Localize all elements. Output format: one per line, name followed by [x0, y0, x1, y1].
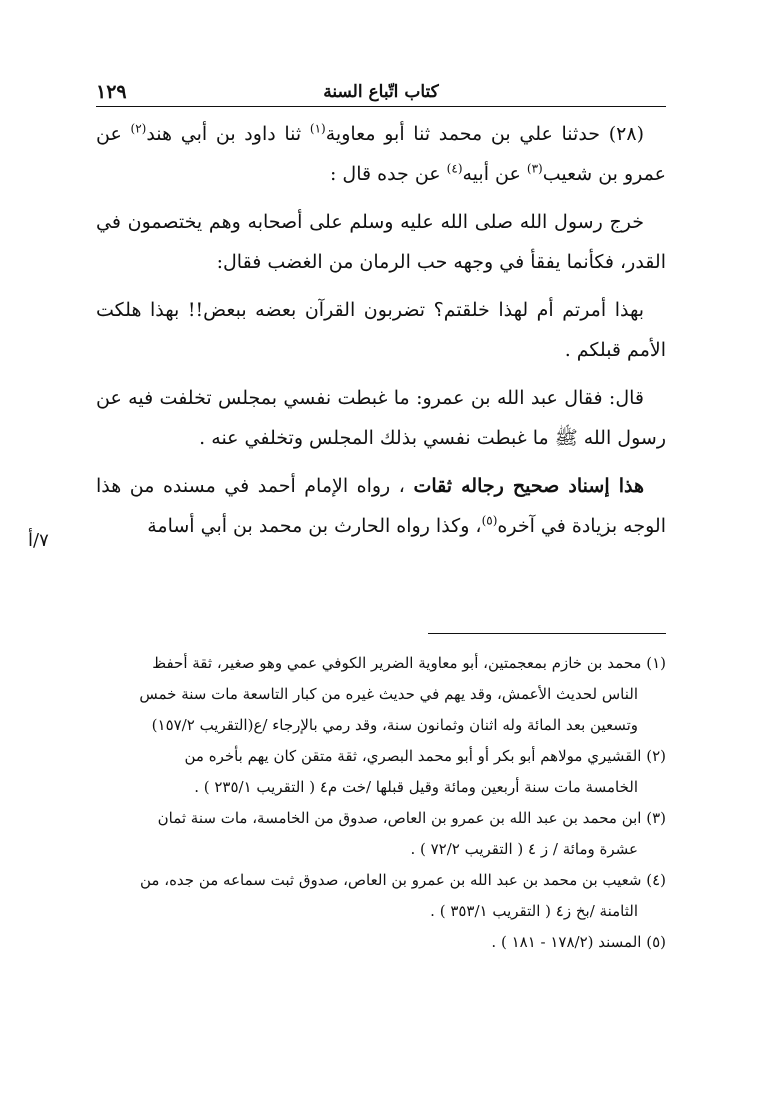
footnote-ref-1: (١): [309, 121, 326, 136]
footnote-2-line: الخامسة مات سنة أربعين ومائة وقيل قبلها /خت م٤ ( التقريب ٢٣٥/١ ) .: [194, 778, 638, 796]
footnote-4-line: الثامنة /بخ ز٤ ( التقريب ٣٥٣/١ ) .: [430, 902, 638, 920]
narrator-statement-paragraph: قال: فقال عبد الله بن عمرو: ما غبطت نفسي بمجلس تخلفت فيه عن رسول الله ﷺ ما غبطت نفسي بذلك المجلس وتخلفي عنه .: [96, 387, 666, 449]
running-title: كتاب اتّباع السنة: [323, 82, 439, 102]
footnote-1-line: الناس لحديث الأعمش، وقد يهم في حديث غيره من كبار التاسعة مات سنة خمس: [139, 685, 638, 703]
grading-text: ، وكذا رواه الحارث بن محمد بن أبي أسامة: [147, 515, 482, 537]
hadith-quote-paragraph: بهذا أمرتم أم لهذا خلقتم؟ تضربون القرآن بعضه ببعض!! بهذا هلكت الأمم قبلكم .: [96, 299, 666, 361]
main-text: [96, 114, 666, 554]
isnad-part: عن جده قال :: [329, 163, 447, 185]
footnote-ref-3: (٣): [526, 161, 543, 176]
footnote-5-line: (٥) المسند (١٧٨/٢ - ١٨١ ) .: [491, 933, 666, 951]
footnote-1-line: وتسعين بعد المائة وله اثنان وثمانون سنة، وقد رمي بالإرجاء /ع(التقريب ١٥٧/٢): [151, 716, 638, 734]
page-number: ١٢٩: [96, 81, 127, 103]
hadith-matn-paragraph: خرج رسول الله صلى الله عليه وسلم على أصحابه وهم يختصمون في القدر، فكأنما يفقأ في وجهه حب الرمان من الغضب فقال:: [96, 211, 666, 273]
footnote-ref-2: (٢): [130, 121, 147, 136]
footnote-ref-4: (٤): [446, 161, 463, 176]
isnad-part: عن أبيه: [462, 163, 527, 185]
grading-text: ، رواه الإمام أحمد في مسنده من هذا الوجه بزيادة في آخره: [96, 475, 666, 537]
footnote-2-line: (٢) القشيري مولاهم أبو بكر أو أبو محمد البصري، ثقة متقن كان يهم بأخره من: [184, 747, 666, 765]
page-header: [96, 80, 666, 107]
grading-paragraph: [96, 466, 666, 546]
isnad-part: (٢٨) حدثنا علي بن محمد ثنا أبو معاوية: [325, 123, 645, 145]
isnad-part: ثنا داود بن أبي هند: [146, 123, 310, 145]
isnad-part: عن عمرو بن شعيب: [96, 123, 666, 185]
footnote-4-line: (٤) شعيب بن محمد بن عبد الله بن عمرو بن العاص، صدوق ثبت سماعه من جده، من: [140, 871, 666, 889]
footnote-3-line: (٣) ابن محمد بن عبد الله بن عمرو بن العاص، صدوق من الخامسة، مات سنة ثمان: [157, 809, 666, 827]
footnote-ref-5: (٥): [481, 513, 498, 528]
footnote-1-line: (١) محمد بن خازم بمعجمتين، أبو معاوية الضرير الكوفي عمي وهو صغير، ثقة أحفظ: [152, 654, 666, 672]
hadith-isnad-paragraph: [96, 114, 666, 194]
footnote-separator: [428, 633, 666, 634]
footnote-3-line: عشرة ومائة / ز ٤ ( التقريب ٧٢/٢ ) .: [410, 840, 638, 858]
manuscript-folio-note: ٧/أ: [28, 530, 49, 551]
grading-verdict: هذا إسناد صحيح رجاله ثقات: [413, 475, 644, 497]
footnotes: [96, 648, 666, 958]
